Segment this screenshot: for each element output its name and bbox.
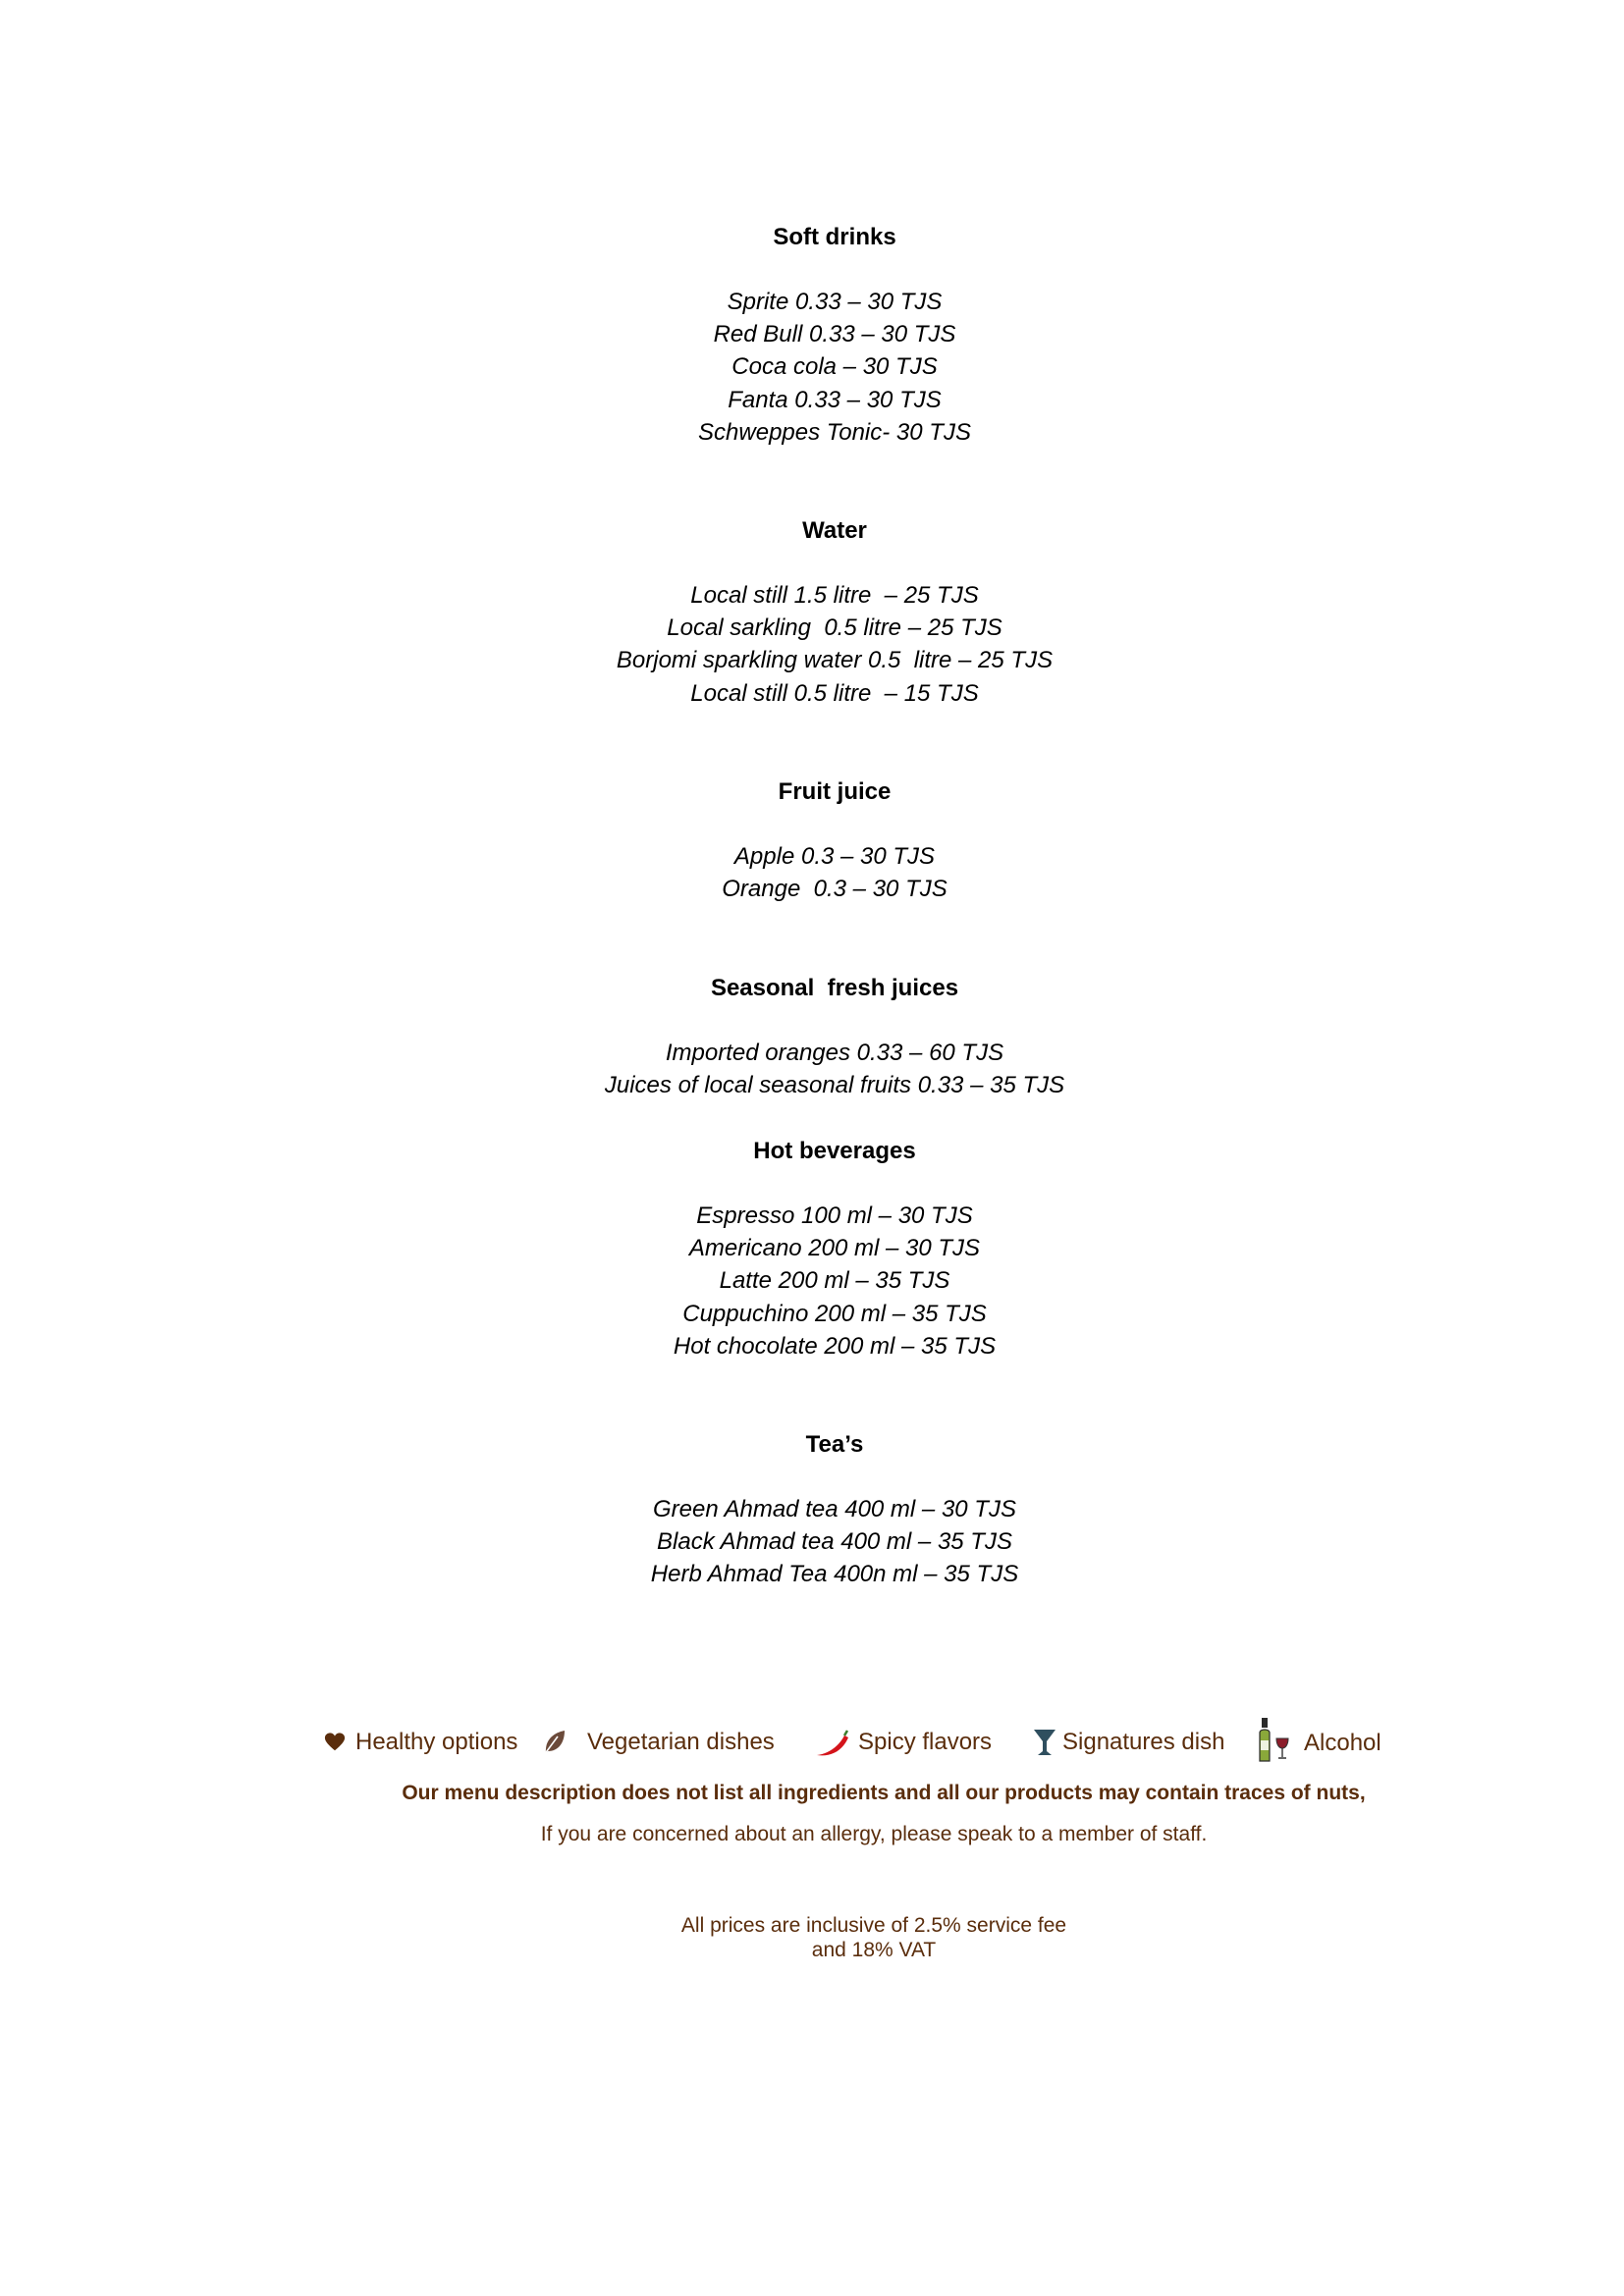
menu-item: Local still 1.5 litre – 25 TJS [690, 582, 979, 609]
menu-item: Coca cola – 30 TJS [731, 353, 938, 380]
menu-item: Sprite 0.33 – 30 TJS [727, 289, 943, 315]
section-title-seasonal-fresh-juices: Seasonal fresh juices [710, 975, 959, 1001]
menu-item: Borjomi sparkling water 0.5 litre – 25 TJS [616, 647, 1054, 673]
leaf-icon [542, 1729, 568, 1756]
menu-item: Juices of local seasonal fruits 0.33 – 35 TJS [604, 1072, 1065, 1098]
legend-label: Signatures dish [1062, 1729, 1225, 1755]
menu-item: Schweppes Tonic- 30 TJS [698, 419, 971, 446]
legend-label: Vegetarian dishes [587, 1729, 775, 1755]
legend-label: Spicy flavors [858, 1729, 993, 1755]
section-title-hot-beverages: Hot beverages [753, 1138, 916, 1164]
allergy-note: If you are concerned about an allergy, please speak to a member of staff. [540, 1823, 1208, 1845]
menu-item: Red Bull 0.33 – 30 TJS [713, 321, 956, 347]
cocktail-glass-icon [1033, 1728, 1056, 1757]
legend-spicy [815, 1723, 992, 1762]
prices-note-line1: All prices are inclusive of 2.5% service fee [680, 1914, 1067, 1937]
icon-legend [324, 1723, 1404, 1762]
menu-item: Imported oranges 0.33 – 60 TJS [665, 1040, 1004, 1066]
section-title-soft-drinks: Soft drinks [773, 224, 896, 250]
menu-item: Americano 200 ml – 30 TJS [688, 1235, 981, 1261]
menu-item: Orange 0.3 – 30 TJS [722, 876, 947, 902]
section-title-teas: Tea’s [805, 1431, 864, 1458]
menu-item: Herb Ahmad Tea 400n ml – 35 TJS [650, 1561, 1019, 1587]
legend-alcohol [1257, 1717, 1381, 1762]
heart-icon [324, 1732, 346, 1753]
wine-bottle-icon [1257, 1717, 1292, 1762]
section-title-fruit-juice: Fruit juice [778, 778, 892, 805]
menu-item: Local still 0.5 litre – 15 TJS [690, 680, 979, 707]
menu-item: Cuppuchino 200 ml – 35 TJS [682, 1301, 987, 1327]
menu-item: Black Ahmad tea 400 ml – 35 TJS [657, 1528, 1012, 1555]
chili-icon [815, 1728, 850, 1757]
legend-label: Alcohol [1304, 1730, 1381, 1756]
menu-item: Local sarkling 0.5 litre – 25 TJS [667, 614, 1002, 641]
menu-item: Apple 0.3 – 30 TJS [733, 843, 936, 870]
menu-item: Fanta 0.33 – 30 TJS [728, 387, 942, 413]
legend-vegetarian [542, 1723, 775, 1762]
section-title-water: Water [802, 517, 867, 544]
ingredients-note: Our menu description does not list all ingredients and all our products may contain traces of nuts, [402, 1782, 1366, 1804]
menu-item: Latte 200 ml – 35 TJS [719, 1267, 950, 1294]
menu-item: Hot chocolate 200 ml – 35 TJS [673, 1333, 997, 1360]
legend-label: Healthy options [355, 1729, 518, 1755]
legend-healthy [324, 1723, 517, 1762]
prices-note-line2: and 18% VAT [811, 1939, 937, 1961]
menu-item: Espresso 100 ml – 30 TJS [696, 1202, 973, 1229]
menu-item: Green Ahmad tea 400 ml – 30 TJS [653, 1496, 1016, 1522]
legend-signature [1033, 1723, 1224, 1762]
